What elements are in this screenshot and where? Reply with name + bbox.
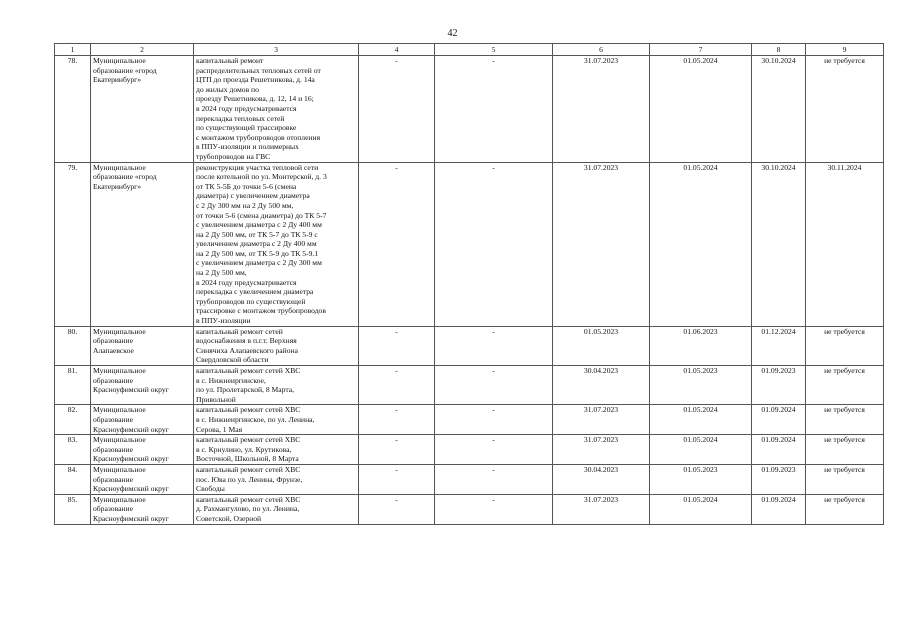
date-col8: 01.12.2024	[752, 326, 806, 365]
work-description: реконструкция участка тепловой сети после котельной по ул. Монтерской, д. 3 от ТК 5-5Б до точки 5-6 (смена диаметра) с увеличением диаметра с 2 Ду 300 мм на 2 Ду 500 мм, от точки 5-6 (смена диаметра) до ТК 5-7 с увеличением диаметра с 2 Ду 400 мм на 2 Ду 500 мм, от ТК 5-7 до ТК 5-9 с увеличением диаметра с 2 Ду 400 мм на 2 Ду 500 мм, от ТК 5-9 до ТК 5-9.1 с увеличением диаметра с 2 Ду 300 мм на 2 Ду 500 мм, в 2024 году предусматривается перекладка с увеличением диаметра трубопроводов по существующей трассировке с монтажом трубопроводов в ППУ-изоляции	[194, 162, 359, 326]
cell-col9: не требуется	[806, 56, 884, 163]
column-header: 1	[55, 44, 91, 56]
work-description: капитальный ремонт сетей ХВС д. Рахмангулово, по ул. Ленина, Советской, Озерной	[194, 494, 359, 524]
work-description: капитальный ремонт распределительных тепловых сетей от ЦТП до проезда Решетникова, д. 14а до жилых домов по проезду Решетникова, д. 12, 14 и 16; в 2024 году предусматривается перекладка тепловых сетей по существующей трассировке с монтажом трубопроводов отопления в ППУ-изоляции и полимерных трубопроводов на ГВС	[194, 56, 359, 163]
cell-col5: -	[435, 435, 553, 465]
cell-col4: -	[359, 56, 435, 163]
date-col8: 01.09.2023	[752, 464, 806, 494]
date-col8: 01.09.2024	[752, 494, 806, 524]
work-description: капитальный ремонт сетей ХВС пос. Юва по ул. Ленина, Фрунзе, Свободы	[194, 464, 359, 494]
date-col7: 01.06.2023	[650, 326, 752, 365]
table-row	[55, 435, 884, 465]
municipal-entity: Муниципальное образование «город Екатеринбург»	[91, 162, 194, 326]
cell-col9: не требуется	[806, 494, 884, 524]
date-col6: 01.05.2023	[553, 326, 650, 365]
municipal-entity: Муниципальное образование Красноуфимский округ	[91, 435, 194, 465]
cell-col9: 30.11.2024	[806, 162, 884, 326]
column-header: 4	[359, 44, 435, 56]
date-col6: 31.07.2023	[553, 494, 650, 524]
cell-col5: -	[435, 494, 553, 524]
date-col8: 30.10.2024	[752, 162, 806, 326]
cell-col9: не требуется	[806, 405, 884, 435]
cell-col5: -	[435, 405, 553, 435]
table-row	[55, 56, 884, 163]
cell-col5: -	[435, 326, 553, 365]
cell-col9: не требуется	[806, 464, 884, 494]
cell-col5: -	[435, 366, 553, 405]
table-row	[55, 366, 884, 405]
row-number: 82.	[55, 405, 91, 435]
column-header: 8	[752, 44, 806, 56]
column-header: 6	[553, 44, 650, 56]
cell-col9: не требуется	[806, 366, 884, 405]
cell-col4: -	[359, 366, 435, 405]
row-number: 79.	[55, 162, 91, 326]
table-row	[55, 326, 884, 365]
row-number: 85.	[55, 494, 91, 524]
cell-col9: не требуется	[806, 435, 884, 465]
work-description: капитальный ремонт сетей ХВС в с. Нижнеиргинское, по ул. Ленина, Серова, 1 Мая	[194, 405, 359, 435]
cell-col4: -	[359, 162, 435, 326]
cell-col5: -	[435, 56, 553, 163]
date-col6: 31.07.2023	[553, 56, 650, 163]
table-row	[55, 494, 884, 524]
date-col7: 01.05.2024	[650, 162, 752, 326]
schedule-table	[54, 43, 884, 525]
date-col7: 01.05.2024	[650, 494, 752, 524]
municipal-entity: Муниципальное образование Красноуфимский округ	[91, 366, 194, 405]
date-col7: 01.05.2024	[650, 56, 752, 163]
table-row	[55, 162, 884, 326]
date-col7: 01.05.2023	[650, 366, 752, 405]
table-row	[55, 464, 884, 494]
column-header: 7	[650, 44, 752, 56]
row-number: 78.	[55, 56, 91, 163]
date-col6: 31.07.2023	[553, 435, 650, 465]
page-number: 42	[447, 28, 458, 39]
cell-col4: -	[359, 405, 435, 435]
cell-col4: -	[359, 326, 435, 365]
column-header: 3	[194, 44, 359, 56]
date-col7: 01.05.2024	[650, 435, 752, 465]
date-col7: 01.05.2023	[650, 464, 752, 494]
cell-col4: -	[359, 494, 435, 524]
work-description: капитальный ремонт сетей водоснабжения в п.г.т. Верхняя Синячиха Алапаевского района Свердловской области	[194, 326, 359, 365]
table-row	[55, 405, 884, 435]
cell-col5: -	[435, 464, 553, 494]
row-number: 81.	[55, 366, 91, 405]
row-number: 83.	[55, 435, 91, 465]
date-col8: 01.09.2023	[752, 366, 806, 405]
row-number: 80.	[55, 326, 91, 365]
date-col6: 30.04.2023	[553, 366, 650, 405]
date-col7: 01.05.2024	[650, 405, 752, 435]
date-col8: 30.10.2024	[752, 56, 806, 163]
work-description: капитальный ремонт сетей ХВС в с. Нижнеиргинское, по ул. Пролетарской, 8 Марта, Привольной	[194, 366, 359, 405]
municipal-entity: Муниципальное образование Красноуфимский округ	[91, 464, 194, 494]
cell-col5: -	[435, 162, 553, 326]
header-row	[55, 44, 884, 56]
row-number: 84.	[55, 464, 91, 494]
date-col6: 31.07.2023	[553, 162, 650, 326]
municipal-entity: Муниципальное образование Красноуфимский округ	[91, 494, 194, 524]
column-header: 5	[435, 44, 553, 56]
column-header: 9	[806, 44, 884, 56]
work-description: капитальный ремонт сетей ХВС в с. Крнулино, ул. Крутикова, Восточной, Школьной, 8 Марта	[194, 435, 359, 465]
cell-col9: не требуется	[806, 326, 884, 365]
cell-col4: -	[359, 435, 435, 465]
date-col6: 30.04.2023	[553, 464, 650, 494]
municipal-entity: Муниципальное образование Алапаевское	[91, 326, 194, 365]
column-header: 2	[91, 44, 194, 56]
municipal-entity: Муниципальное образование Красноуфимский округ	[91, 405, 194, 435]
cell-col4: -	[359, 464, 435, 494]
municipal-entity: Муниципальное образование «город Екатеринбург»	[91, 56, 194, 163]
date-col8: 01.09.2024	[752, 405, 806, 435]
date-col6: 31.07.2023	[553, 405, 650, 435]
date-col8: 01.09.2024	[752, 435, 806, 465]
